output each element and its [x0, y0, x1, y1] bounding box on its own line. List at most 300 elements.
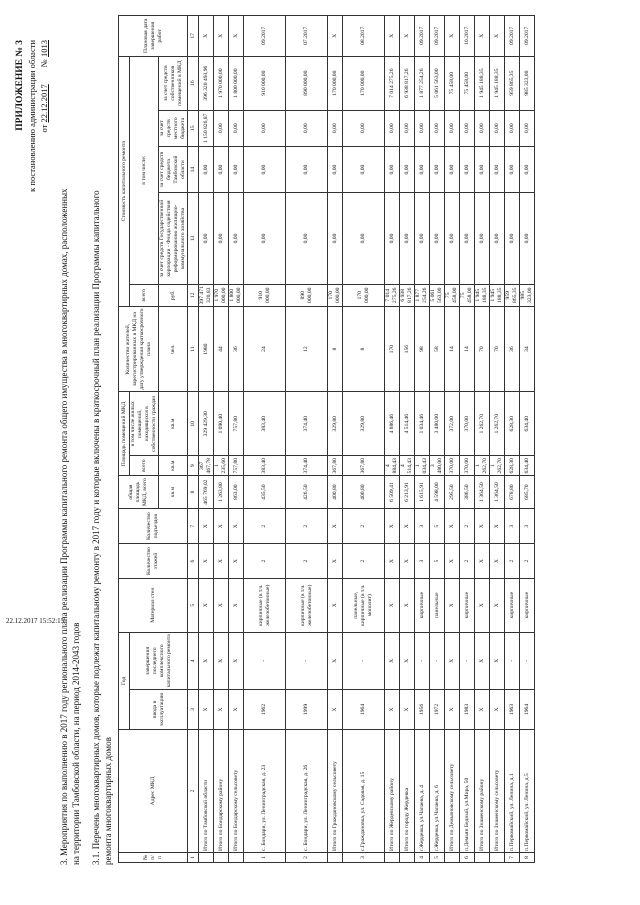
- table-row: [460, 16, 475, 863]
- col-deadline: Плановая дата завершения работ: [119, 16, 188, 57]
- table-cell: 370,00: [460, 456, 475, 476]
- table-cell: 75 458,00: [460, 56, 475, 110]
- table-cell: [385, 852, 400, 862]
- col-cost-fund: за счет средств Государственной корпорации - Фонда содействия реформированию жилищно-коммунального хозяйства: [159, 193, 188, 284]
- table-cell: кирпичные: [415, 578, 430, 632]
- table-row: [490, 16, 505, 863]
- table-cell: 6 213,91: [400, 476, 415, 509]
- table-cell: кирпичные: [460, 578, 475, 632]
- section-subtitle: 3.1. Перечень многоквартирных домов, которые подлежат капитальному ремонту в 2017 году и которые включены в краткосрочный план реализации Программы капитального ремонта многоквартирных домов: [91, 190, 113, 865]
- table-cell: 1 262,70: [490, 456, 505, 476]
- table-cell: 1 262,70: [490, 392, 505, 456]
- table-cell: 0,00: [199, 146, 214, 192]
- col-cost-group: Стоимость капитального ремонта: [119, 56, 130, 306]
- table-row: [244, 16, 286, 863]
- table-cell: 3: [520, 508, 535, 544]
- table-cell: 2: [244, 508, 286, 544]
- col-year-commission: ввода в эксплуатацию: [130, 689, 188, 729]
- table-cell: 1 034,46: [415, 392, 430, 456]
- table-cell: 75 458,00: [460, 284, 475, 306]
- table-cell: 295,50: [445, 476, 460, 509]
- table-cell: 1 615,91: [415, 476, 430, 509]
- table-cell: -: [244, 632, 286, 689]
- table-cell: 465 769,02: [199, 476, 214, 509]
- section-title: 3. Мероприятия по выполнению в 2017 году регионального плана реализации Программы капитального ремонта общего имущества в многоквартирных домах, расположенных на территории Тамбовской области, на период 2014-2043 годов: [59, 188, 81, 865]
- table-cell: 985 323,00: [520, 284, 535, 306]
- table-row: [199, 16, 214, 863]
- table-cell: 1964: [520, 689, 535, 729]
- table-cell: 0,00: [520, 146, 535, 192]
- table-cell: Х: [199, 16, 214, 57]
- table-cell: 426,50: [286, 476, 328, 509]
- table-cell: 372,00: [445, 392, 460, 456]
- table-cell: -: [415, 632, 430, 689]
- table-cell: 435,50: [244, 476, 286, 509]
- table-row: [475, 16, 490, 863]
- table-cell: 0,00: [214, 146, 229, 192]
- table-cell: Итого по Жердевскому району: [385, 729, 400, 852]
- table-cell: 383,40: [244, 392, 286, 456]
- table-cell: 0,00: [460, 193, 475, 284]
- table-cell: п.Первомайский, ул. Ленина, д.5: [520, 729, 535, 852]
- table-cell: Х: [214, 508, 229, 544]
- table-cell: 0,00: [400, 110, 415, 146]
- table-cell: 1 090,40: [214, 392, 229, 456]
- table-cell: 0,00: [505, 193, 520, 284]
- unit-sqm: кв.м: [159, 392, 188, 456]
- table-cell: с. Бондари, ул. Ленинградская, д. 26: [286, 729, 328, 852]
- table-cell: 383,40: [244, 456, 286, 476]
- col-area-total: всего: [130, 456, 159, 476]
- col-number: 16: [188, 56, 199, 110]
- col-area-group: Площадь помещений МКД: [119, 392, 130, 476]
- table-cell: кирпичные: [520, 578, 535, 632]
- table-cell: 0,00: [490, 110, 505, 146]
- table-cell: 910 000,00: [244, 284, 286, 306]
- col-number: 14: [188, 146, 199, 192]
- table-cell: 0,00: [415, 146, 430, 192]
- table-cell: 1 945 188,35: [490, 284, 505, 306]
- col-number: 6: [188, 544, 199, 578]
- table-cell: -: [430, 632, 445, 689]
- table-cell: 959 865,35: [505, 284, 520, 306]
- table-cell: 0,00: [229, 193, 244, 284]
- table-cell: 0,00: [475, 110, 490, 146]
- col-cost-owners: за счет средств собственников помещений в МКД: [159, 56, 188, 110]
- table-cell: 09.2017: [415, 16, 430, 57]
- table-cell: 170 000,00: [328, 284, 343, 306]
- table-cell: 1 970 000,00: [214, 284, 229, 306]
- table-cell: 329 429,30: [199, 392, 214, 456]
- table-cell: 2: [286, 544, 328, 578]
- table-cell: 0,00: [286, 193, 328, 284]
- table-cell: 1962: [244, 689, 286, 729]
- table-cell: 0,00: [430, 146, 445, 192]
- table-cell: 08.2017: [343, 16, 385, 57]
- table-cell: 4 598,00: [430, 476, 445, 509]
- table-cell: 0,00: [244, 110, 286, 146]
- col-number: 13: [188, 193, 199, 284]
- table-cell: 4 514,46: [400, 392, 415, 456]
- col-number: 15: [188, 110, 199, 146]
- table-cell: 1 877 254,26: [415, 56, 430, 110]
- table-cell: 1 945 188,35: [475, 284, 490, 306]
- table-cell: 1 150 826,87: [199, 110, 214, 146]
- table-cell: 1 945 188,35: [490, 56, 505, 110]
- table-cell: [328, 852, 343, 862]
- table-cell: 367,80: [328, 456, 343, 476]
- table-cell: Х: [214, 689, 229, 729]
- table-cell: 09.2017: [244, 16, 286, 57]
- table-cell: 5: [430, 508, 445, 544]
- col-cost-region: за счет средств бюджета Тамбовской области: [159, 146, 188, 192]
- col-address: Адрес МКД: [119, 729, 188, 852]
- table-cell: 757,80: [229, 456, 244, 476]
- table-cell: 3: [415, 508, 430, 544]
- table-cell: 370,00: [445, 456, 460, 476]
- table-cell: Х: [400, 508, 415, 544]
- table-cell: 628,30: [505, 392, 520, 456]
- table-cell: Х: [229, 508, 244, 544]
- unit-sqm: кв.м: [159, 476, 188, 509]
- col-cost-total: всего: [130, 284, 159, 306]
- col-number: 8: [188, 476, 199, 509]
- table-cell: 6 938 817,26: [400, 284, 415, 306]
- table-cell: Х: [229, 544, 244, 578]
- table-row: [343, 16, 385, 863]
- table-cell: -: [286, 632, 328, 689]
- table-cell: Х: [400, 689, 415, 729]
- table-cell: 1 800 000,00: [229, 56, 244, 110]
- table-cell: 07.2017: [286, 16, 328, 57]
- table-cell: Х: [199, 689, 214, 729]
- table-cell: 0,00: [244, 193, 286, 284]
- table-cell: кирпичные (в т.ч. железобетонные): [286, 578, 328, 632]
- table-cell: 0,00: [505, 110, 520, 146]
- table-cell: кирпичные: [505, 578, 520, 632]
- table-cell: 400,80: [343, 476, 385, 509]
- table-cell: 1 262,70: [475, 456, 490, 476]
- table-cell: 7 014 275,26: [385, 56, 400, 110]
- appendix-header: [14, 40, 50, 192]
- table-cell: 2: [460, 508, 475, 544]
- table-cell: 1980: [199, 306, 214, 392]
- table-cell: 1 364,50: [490, 476, 505, 509]
- table-cell: 985 323,00: [520, 56, 535, 110]
- table-cell: 75 458,00: [445, 56, 460, 110]
- table-cell: 2: [460, 544, 475, 578]
- table-cell: Х: [328, 16, 343, 57]
- col-number: 9: [188, 456, 199, 476]
- table-cell: с. Бондари, ул. Ленинградская, д. 23: [244, 729, 286, 852]
- table-cell: 2: [505, 544, 520, 578]
- col-total-area: общая площадь МКД, всего: [119, 476, 159, 509]
- table-cell: 397 471 320,83: [199, 286, 212, 305]
- table-cell: Х: [328, 632, 343, 689]
- table-cell: 44: [214, 306, 229, 392]
- table-cell: 156: [400, 306, 415, 392]
- table-cell: 0,00: [400, 193, 415, 284]
- table-cell: 0,00: [430, 193, 445, 284]
- table-row: [505, 16, 520, 863]
- appendix-date-line: от 22.12.2017 № 1013: [39, 40, 49, 133]
- table-cell: 678,80: [505, 476, 520, 509]
- table-cell: г.Жердевка, ул.Чапаева, д. 6: [430, 729, 445, 852]
- table-cell: Х: [385, 578, 400, 632]
- table-cell: Х: [199, 544, 214, 578]
- table-cell: 0,00: [343, 193, 385, 284]
- table-cell: Х: [229, 16, 244, 57]
- table-cell: 7 014 275,26: [385, 284, 400, 306]
- table-cell: 329,80: [343, 392, 385, 456]
- table-cell: 6 509,41: [385, 476, 400, 509]
- table-cell: [475, 852, 490, 862]
- table-cell: Х: [475, 632, 490, 689]
- table-cell: 634,40: [520, 392, 535, 456]
- table-cell: [400, 852, 415, 862]
- table-cell: 75 458,00: [445, 284, 460, 306]
- table-cell: 1 877 254,26: [415, 284, 430, 306]
- table-cell: Х: [490, 689, 505, 729]
- table-cell: 0,00: [415, 110, 430, 146]
- table-cell: 1956: [415, 689, 430, 729]
- table-cell: Итого по Бондарскому району: [214, 729, 229, 852]
- table-row: [286, 16, 328, 863]
- table-cell: Х: [229, 632, 244, 689]
- table-cell: 863,00: [229, 476, 244, 509]
- table-cell: панельные: [430, 578, 445, 632]
- table-cell: Х: [475, 689, 490, 729]
- table-cell: Итого по Бондарскому сельсовету: [229, 729, 244, 852]
- table-cell: 36: [505, 306, 520, 392]
- table-cell: 1 263,80: [214, 476, 229, 509]
- table-cell: 329,80: [328, 392, 343, 456]
- table-cell: Х: [490, 544, 505, 578]
- table-cell: 4 884,43: [385, 456, 400, 476]
- table-cell: 34: [520, 306, 535, 392]
- table-cell: 396 320 493,96: [199, 56, 214, 110]
- table-cell: Х: [214, 632, 229, 689]
- table-cell: 0,00: [229, 110, 244, 146]
- table-cell: 2: [343, 544, 385, 578]
- table-cell: 0,00: [343, 110, 385, 146]
- table-cell: 8: [328, 306, 343, 392]
- table-row: [328, 16, 343, 863]
- table-cell: Х: [475, 544, 490, 578]
- table-cell: Х: [199, 508, 214, 544]
- table-cell: Х: [490, 578, 505, 632]
- table-cell: 374,40: [286, 456, 328, 476]
- table-cell: Х: [385, 16, 400, 57]
- table-cell: 0,00: [229, 146, 244, 192]
- table-cell: Х: [445, 689, 460, 729]
- table-cell: 0,00: [460, 146, 475, 192]
- table-cell: 386,50: [460, 476, 475, 509]
- table-cell: 0,00: [490, 146, 505, 192]
- unit-sqm: кв.м: [159, 456, 188, 476]
- table-cell: 2: [343, 508, 385, 544]
- houses-table: [118, 15, 535, 863]
- table-cell: 0,00: [199, 193, 214, 284]
- col-cost-local: за счет средств местного бюджета: [159, 110, 188, 146]
- table-cell: 58: [430, 306, 445, 392]
- table-cell: панельные, кирпичные (в т.ч. монолит): [343, 578, 385, 632]
- table-cell: 374,40: [286, 392, 328, 456]
- table-cell: Х: [475, 578, 490, 632]
- table-cell: 0,00: [520, 110, 535, 146]
- table-row: [520, 16, 535, 863]
- table-cell: 1972: [430, 689, 445, 729]
- table-cell: 0,00: [343, 146, 385, 192]
- table-row: [445, 16, 460, 863]
- table-cell: п.Первомайский, ул. Ленина, д.1: [505, 729, 520, 852]
- table-cell: Итого по городу Жердевка: [400, 729, 415, 852]
- table-cell: 6 938 817,26: [400, 56, 415, 110]
- table-cell: -: [505, 632, 520, 689]
- table-cell: 170 000,00: [328, 56, 343, 110]
- table-cell: г.Жердевка, ул.Чапаева, д. 4: [415, 729, 430, 852]
- col-floors: Количество этажей: [119, 544, 188, 578]
- table-cell: Х: [199, 632, 214, 689]
- table-cell: Итого по Тамбовской области: [199, 729, 214, 852]
- table-cell: 7: [505, 852, 520, 862]
- table-cell: Итого по Знаменскому сельсовету: [490, 729, 505, 852]
- table-row: [385, 16, 400, 863]
- unit-people: чел.: [159, 306, 188, 392]
- table-cell: Х: [490, 16, 505, 57]
- table-cell: 1 945 188,35: [475, 56, 490, 110]
- table-cell: 0,00: [445, 110, 460, 146]
- table-cell: 5 061 563,00: [430, 284, 445, 306]
- col-entrances: Количество подъездов: [119, 508, 188, 544]
- table-cell: 0,00: [460, 110, 475, 146]
- table-cell: 6: [460, 852, 475, 862]
- table-cell: Х: [445, 578, 460, 632]
- col-number: 10: [188, 392, 199, 456]
- col-number: 7: [188, 508, 199, 544]
- table-cell: 2: [286, 508, 328, 544]
- table-cell: 5 061 563,00: [430, 56, 445, 110]
- table-cell: 890 000,00: [286, 284, 328, 306]
- table-cell: 09.2017: [520, 16, 535, 57]
- col-number: 17: [188, 16, 199, 57]
- appendix-subtitle: к постановлению администрации области: [27, 40, 37, 192]
- table-cell: Х: [328, 508, 343, 544]
- col-num: № п/п: [119, 852, 188, 862]
- table-cell: 0,00: [445, 146, 460, 192]
- table-cell: 0,00: [328, 193, 343, 284]
- table-cell: Х: [385, 544, 400, 578]
- table-cell: 2: [520, 544, 535, 578]
- table-cell: 0,00: [244, 146, 286, 192]
- table-cell: 1: [244, 852, 286, 862]
- table-cell: 1 364,50: [475, 476, 490, 509]
- table-cell: 1 800 000,00: [229, 284, 244, 306]
- table-cell: 24: [244, 306, 286, 392]
- table-cell: -: [460, 632, 475, 689]
- table-cell: 959 865,35: [505, 56, 520, 110]
- table-cell: 170 000,00: [343, 284, 385, 306]
- table-cell: 4: [415, 852, 430, 862]
- table-cell: 1 262,70: [475, 392, 490, 456]
- table-cell: 0,00: [286, 146, 328, 192]
- table-cell: [199, 852, 214, 862]
- table-cell: 0,00: [328, 110, 343, 146]
- table-cell: -: [343, 632, 385, 689]
- table-cell: 8: [520, 852, 535, 862]
- table-cell: 09.2017: [430, 16, 445, 57]
- table-cell: -: [520, 632, 535, 689]
- table-cell: Итого по Граждановскому сельсовету: [328, 729, 343, 852]
- table-cell: 3: [505, 508, 520, 544]
- col-year-repair: завершения последнего комплексного капитального ремонта: [130, 632, 188, 689]
- table-cell: 3 480,00: [430, 456, 445, 476]
- table-cell: Итого по Демьяновскому сельсовету: [445, 729, 460, 852]
- table-cell: Х: [445, 508, 460, 544]
- table-cell: 685,70: [520, 476, 535, 509]
- table-cell: 0,00: [475, 193, 490, 284]
- table-cell: Х: [400, 632, 415, 689]
- table-cell: Х: [385, 632, 400, 689]
- table-cell: 170: [385, 306, 400, 392]
- table-cell: 367,80: [343, 456, 385, 476]
- table-cell: 0,00: [475, 146, 490, 192]
- table-cell: 0,00: [415, 193, 430, 284]
- table-cell: Х: [475, 508, 490, 544]
- table-cell: Итого по Знаменскому району: [475, 729, 490, 852]
- col-number: 3: [188, 689, 199, 729]
- table-cell: 0,00: [430, 110, 445, 146]
- table-cell: Х: [199, 578, 214, 632]
- table-cell: Х: [445, 544, 460, 578]
- table-cell: Х: [229, 689, 244, 729]
- table-cell: 4 886,46: [385, 392, 400, 456]
- table-cell: 0,00: [490, 193, 505, 284]
- table-cell: 12: [286, 306, 328, 392]
- table-cell: [490, 852, 505, 862]
- table-cell: 890 000,00: [286, 56, 328, 110]
- col-residents: Количество жителей, зарегистрированных в МКД на дату утверждения краткосрочного плана: [119, 306, 159, 392]
- table-cell: 628,30: [505, 456, 520, 476]
- table-cell: 4 514,43: [400, 456, 415, 476]
- table-cell: 14: [445, 306, 460, 392]
- table-cell: Х: [490, 508, 505, 544]
- table-cell: 0,00: [385, 146, 400, 192]
- table-cell: 1 235,60: [214, 456, 229, 476]
- table-cell: 1 034,43: [415, 456, 430, 476]
- table-cell: Х: [328, 544, 343, 578]
- col-number: 12: [188, 284, 199, 306]
- table-cell: 0,00: [328, 146, 343, 192]
- table-cell: 3: [343, 852, 385, 862]
- table-cell: 0,00: [400, 146, 415, 192]
- table-cell: 910 000,00: [244, 56, 286, 110]
- table-cell: 757,80: [229, 392, 244, 456]
- table-cell: 1983: [460, 689, 475, 729]
- table-cell: Х: [400, 544, 415, 578]
- table-cell: Х: [445, 632, 460, 689]
- table-cell: 5: [430, 852, 445, 862]
- table-cell: 70: [475, 306, 490, 392]
- table-cell: 8: [343, 306, 385, 392]
- table-cell: 14: [460, 306, 475, 392]
- table-cell: Х: [445, 16, 460, 57]
- table-cell: Х: [214, 578, 229, 632]
- table-cell: 5: [430, 544, 445, 578]
- col-number: 1: [188, 852, 199, 862]
- table-cell: [229, 852, 244, 862]
- table-cell: 3: [415, 544, 430, 578]
